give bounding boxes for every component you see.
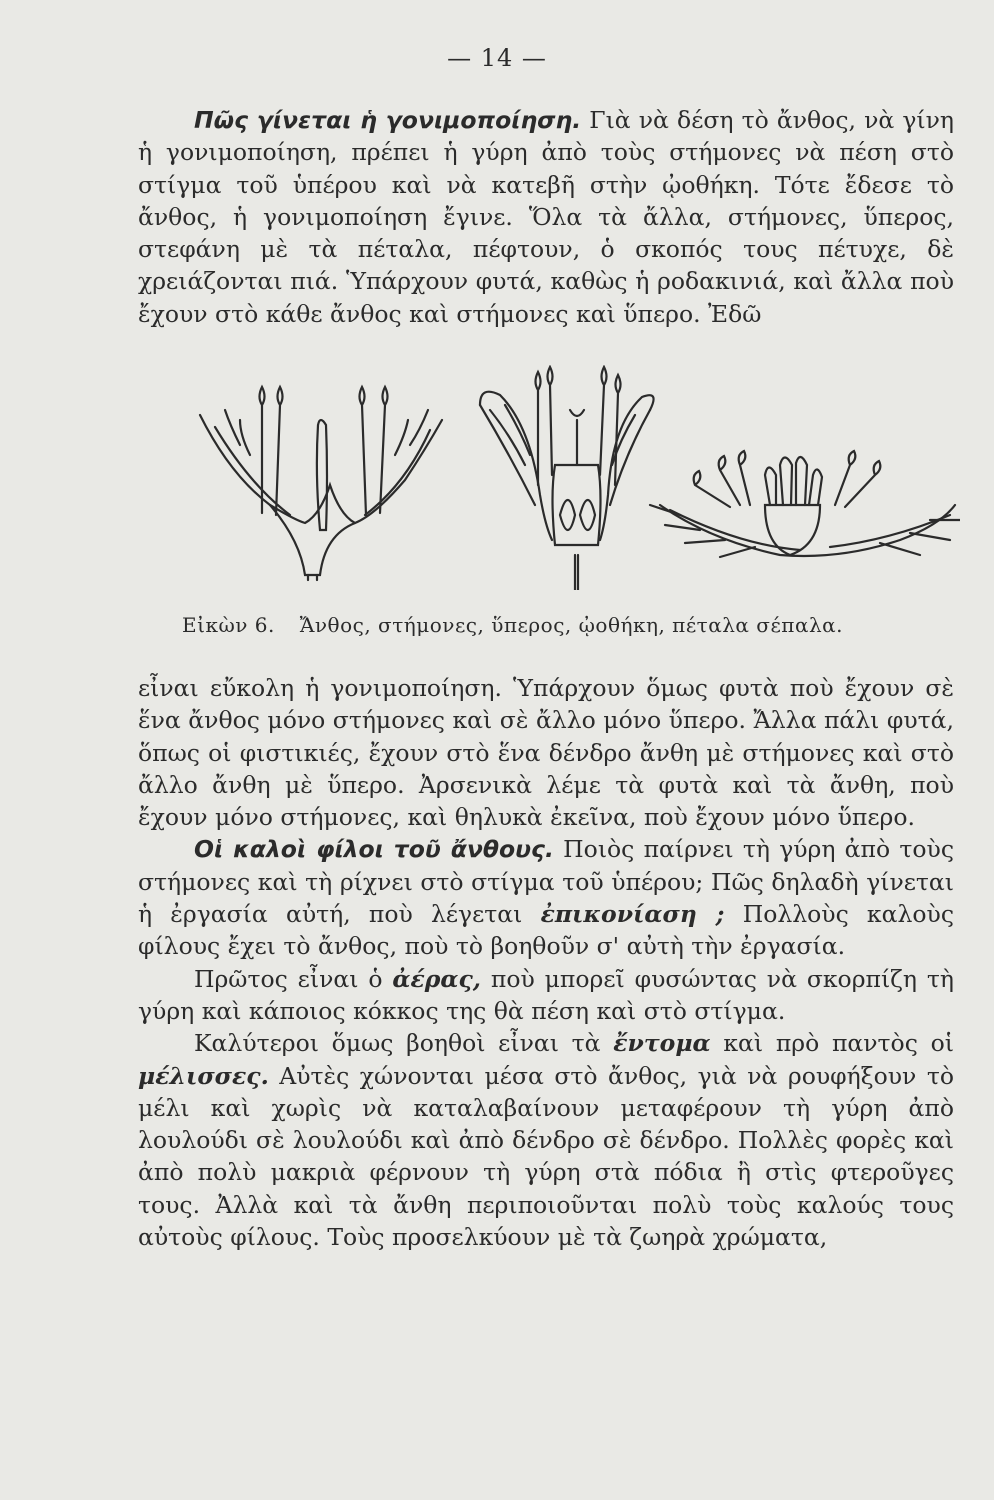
paragraph-text: Αὐτὲς χώνονται μέσα στὸ ἄνθος, γιὰ νὰ ρουφήξουν τὸ μέλι καὶ χωρὶς νὰ καταλαβαίνουν μεταφέρουν τὴ γύρη ἀπὸ λουλούδι σὲ λουλούδι καὶ ἀπὸ δένδρο σὲ δένδρο. Πολλὲς φορὲς καὶ ἀπὸ πολὺ μακριὰ φέρνουν τὴ γύρη στὰ πόδια ἢ στὶς φτεροῦγες τους. Ἀλλὰ καὶ τὰ ἄνθη περιποιοῦνται πολὺ τοὺς καλούς τους αὐτοὺς φίλους. Τοὺς προσελκύουν μὲ τὰ ζωηρὰ χρώματα,: [138, 1061, 954, 1252]
paragraph-text: Πρῶτος εἶναι ὁ: [194, 964, 383, 993]
paragraph-text: Πολλοὺς καλοὺς φίλους ἔχει τὸ ἄνθος, ποὺ τὸ βοηθοῦν σ' αὐτὴ τὴν ἐργασία.: [138, 900, 954, 961]
term-emphasis: μέλισσες.: [138, 1061, 269, 1090]
term-emphasis: ἀέρας,: [392, 964, 481, 993]
paragraph-text: καὶ πρὸ παντὸς οἱ: [723, 1029, 954, 1058]
paragraph-text: εἶναι εὔκολη ἡ γονιμοποίηση. Ὑπάρχουν ὅμως φυτὰ ποὺ ἔχουν σὲ ἕνα ἄνθος μόνο στήμονες καὶ σὲ ἄλλο μόνο ὕπερο. Ἄλλα πάλι φυτά, ὅπως οἱ φιστικιές, ἔχουν στὸ ἕνα δένδρο ἄνθη μὲ στήμονες καὶ στὸ ἄλλο ἄνθη μὲ ὕπερο. Ἀρσενικὰ λέμε τὰ φυτὰ καὶ τὰ ἄνθη, ποὺ ἔχουν μόνο στήμονες, καὶ θηλυκὰ ἐκεῖνα, ποὺ ἔχουν μόνο ὕπερο.: [138, 674, 954, 832]
paragraph-text: ποὺ μπορεῖ φυσώντας νὰ σκορπίζη τὴ γύρη καὶ κάποιος κόκκος της θὰ πέση καὶ στὸ στίγμα.: [138, 964, 954, 1025]
section-heading: Πῶς γίνεται ἡ γονιμοποίηση.: [194, 106, 582, 134]
text-block-top: [138, 104, 954, 330]
paragraph: [138, 672, 954, 833]
term-emphasis: ἐπικονίαση ;: [540, 900, 725, 929]
paragraph: [138, 104, 954, 330]
paragraph: [138, 1027, 954, 1253]
figure-caption-text: Ἄνθος, στήμονες, ὕπερος, ᾠοθήκη, πέταλα σέπαλα.: [299, 613, 843, 637]
flower-illustrations: [180, 365, 960, 590]
page-number: — 14 —: [447, 44, 547, 72]
paragraph: [138, 833, 954, 962]
text-block-bottom: [138, 672, 954, 1253]
paragraph: [138, 963, 954, 1028]
term-emphasis: ἔντομα: [613, 1029, 711, 1058]
paragraph-text: Γιὰ νὰ δέση τὸ ἄνθος, νὰ γίνη ἡ γονιμοποίηση, πρέπει ἡ γύρη ἀπὸ τοὺς στήμονες νὰ πέση στὸ στίγμα τοῦ ὑπέρου καὶ νὰ κατεβῆ στὴν ᾠοθήκη. Τότε ἔδεσε τὸ ἄνθος, ἡ γονιμοποίηση ἔγινε. Ὅλα τὰ ἄλλα, στήμονες, ὕπερος, στεφάνη μὲ τὰ πέταλα, πέφτουν, ὁ σκοπός τους πέτυχε, δὲ χρειάζονται πιά. Ὑπάρχουν φυτά, καθὼς ἡ ροδακινιά, καὶ ἄλλα ποὺ ἔχουν στὸ κάθε ἄνθος καὶ στήμονες καὶ ὕπερο. Ἐδῶ: [138, 106, 954, 328]
figure-caption: [182, 613, 942, 637]
paragraph-text: Ποιὸς παίρνει τὴ γύρη ἀπὸ τοὺς στήμονες καὶ τὴ ρίχνει στὸ στίγμα τοῦ ὑπέρου; Πῶς δηλαδὴ γίνεται ἡ ἐργασία αὐτή, ποὺ λέγεται: [138, 835, 954, 929]
section-heading: Οἱ καλοὶ φίλοι τοῦ ἄνθους.: [194, 835, 554, 864]
figure-label: Εἰκὼν 6.: [182, 613, 275, 637]
paragraph-text: Καλύτεροι ὅμως βοηθοὶ εἶναι τὰ: [194, 1029, 601, 1058]
flower-cross-section-icon: [200, 367, 960, 590]
